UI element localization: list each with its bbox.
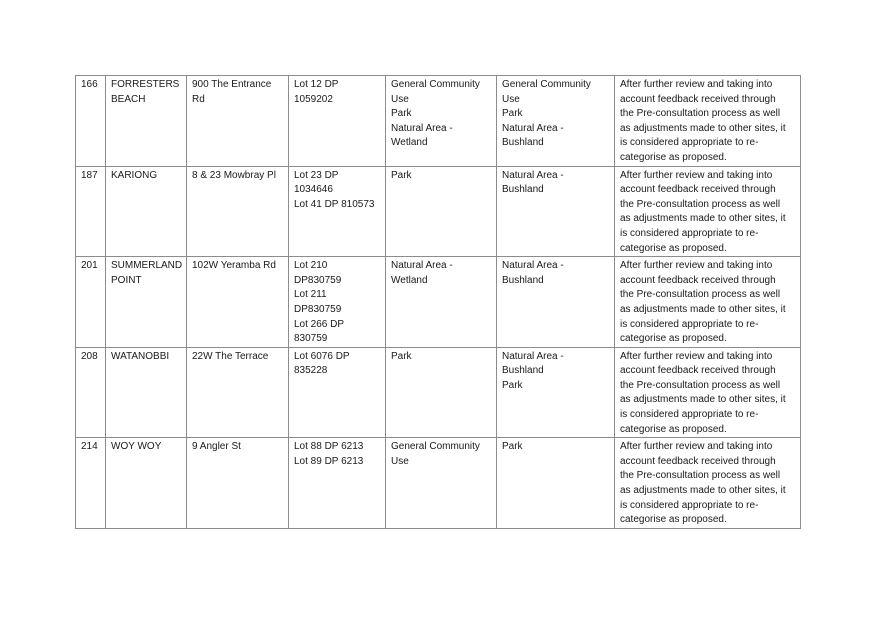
address-line: 102W Yeramba Rd xyxy=(192,260,276,272)
comment-cell xyxy=(615,347,801,438)
address-cell xyxy=(187,166,289,257)
suburb-cell xyxy=(106,347,187,438)
table-row xyxy=(76,438,801,529)
lot-dp-line: 1034646 xyxy=(294,184,333,196)
comment-line: account feedback received through xyxy=(620,274,776,286)
suburb-cell xyxy=(106,438,187,529)
lot-dp-line: Lot 88 DP 6213 xyxy=(294,441,364,453)
comment-line: the Pre-consultation process as well xyxy=(620,108,781,120)
address-line: 22W The Terrace xyxy=(192,350,269,362)
lot-dp-line: DP830759 xyxy=(294,303,342,315)
site-id-text: 201 xyxy=(81,260,98,272)
comment-line: account feedback received through xyxy=(620,184,776,196)
address-line: Rd xyxy=(192,93,205,105)
site-id-text: 208 xyxy=(81,350,98,362)
lot-dp-cell xyxy=(289,347,386,438)
current-category-cell xyxy=(386,76,497,167)
current-category-cell xyxy=(386,438,497,529)
lot-dp-line: 830759 xyxy=(294,333,328,345)
suburb-cell xyxy=(106,257,187,348)
suburb-line: SUMMERLAND xyxy=(111,260,183,272)
comment-line: After further review and taking into xyxy=(620,169,773,181)
table-row xyxy=(76,347,801,438)
lot-dp-line: Lot 23 DP xyxy=(294,169,339,181)
address-line: 900 The Entrance xyxy=(192,79,272,90)
proposed-category-line: Bushland xyxy=(502,184,544,196)
comment-line: categorise as proposed. xyxy=(620,423,727,435)
lot-dp-line: Lot 6076 DP xyxy=(294,350,350,362)
site-id-cell xyxy=(76,438,106,529)
proposed-category-cell xyxy=(497,76,615,167)
current-category-line: Park xyxy=(391,169,412,181)
suburb-line: BEACH xyxy=(111,93,146,105)
proposed-category-line: Use xyxy=(502,93,520,105)
suburb-line: FORRESTERS xyxy=(111,79,180,90)
comment-cell xyxy=(615,257,801,348)
lot-dp-line: Lot 12 DP xyxy=(294,79,339,90)
comment-line: After further review and taking into xyxy=(620,260,773,272)
comment-line: as adjustments made to other sites, it xyxy=(620,213,786,225)
proposed-category-line: Natural Area - xyxy=(502,260,564,272)
proposed-category-line: Natural Area - xyxy=(502,350,564,362)
comment-line: is considered appropriate to re- xyxy=(620,227,759,239)
lot-dp-line: Lot 89 DP 6213 xyxy=(294,455,364,467)
address-cell xyxy=(187,438,289,529)
comment-line: categorise as proposed. xyxy=(620,242,727,254)
address-line: 9 Angler St xyxy=(192,441,241,453)
current-category-line: Use xyxy=(391,93,409,105)
current-category-cell xyxy=(386,257,497,348)
comment-line: is considered appropriate to re- xyxy=(620,318,759,330)
proposed-category-cell xyxy=(497,438,615,529)
lot-dp-line: 1059202 xyxy=(294,93,333,105)
comment-line: account feedback received through xyxy=(620,455,776,467)
lot-dp-cell xyxy=(289,166,386,257)
lot-dp-line: Lot 211 xyxy=(294,289,327,301)
proposed-category-cell xyxy=(497,257,615,348)
site-id-cell xyxy=(76,347,106,438)
lot-dp-line: Lot 41 DP 810573 xyxy=(294,198,375,210)
suburb-line: WOY WOY xyxy=(111,441,162,453)
proposed-category-line: Natural Area - xyxy=(502,122,564,134)
current-category-line: Park xyxy=(391,108,412,120)
table-row xyxy=(76,166,801,257)
address-line: 8 & 23 Mowbray Pl xyxy=(192,169,276,181)
comment-line: the Pre-consultation process as well xyxy=(620,470,781,482)
suburb-cell xyxy=(106,166,187,257)
current-category-line: Wetland xyxy=(391,137,428,149)
site-id-text: 214 xyxy=(81,441,98,453)
comment-line: as adjustments made to other sites, it xyxy=(620,485,786,497)
comment-line: account feedback received through xyxy=(620,365,776,377)
current-category-line: Wetland xyxy=(391,274,428,286)
lot-dp-cell xyxy=(289,257,386,348)
current-category-line: Park xyxy=(391,350,412,362)
proposed-category-line: Park xyxy=(502,441,523,453)
address-cell xyxy=(187,347,289,438)
current-category-line: Use xyxy=(391,455,409,467)
proposed-category-line: Bushland xyxy=(502,137,544,149)
comment-line: categorise as proposed. xyxy=(620,514,727,526)
current-category-line: General Community xyxy=(391,441,480,453)
current-category-cell xyxy=(386,347,497,438)
suburb-line: WATANOBBI xyxy=(111,350,170,362)
current-category-line: Natural Area - xyxy=(391,260,453,272)
recategorisation-table xyxy=(75,75,801,529)
suburb-line: POINT xyxy=(111,274,142,286)
current-category-cell xyxy=(386,166,497,257)
comment-line: categorise as proposed. xyxy=(620,151,727,163)
current-category-line: General Community xyxy=(391,79,480,90)
comment-cell xyxy=(615,166,801,257)
proposed-category-cell xyxy=(497,347,615,438)
proposed-category-line: General Community xyxy=(502,79,591,90)
comment-line: After further review and taking into xyxy=(620,79,773,90)
comment-line: After further review and taking into xyxy=(620,441,773,453)
table-row xyxy=(76,76,801,167)
comment-line: the Pre-consultation process as well xyxy=(620,198,781,210)
comment-line: categorise as proposed. xyxy=(620,333,727,345)
site-id-cell xyxy=(76,257,106,348)
comment-cell xyxy=(615,76,801,167)
comment-cell xyxy=(615,438,801,529)
proposed-category-line: Bushland xyxy=(502,365,544,377)
comment-line: as adjustments made to other sites, it xyxy=(620,303,786,315)
site-id-cell xyxy=(76,166,106,257)
table-row xyxy=(76,257,801,348)
comment-line: as adjustments made to other sites, it xyxy=(620,394,786,406)
comment-line: as adjustments made to other sites, it xyxy=(620,122,786,134)
proposed-category-line: Park xyxy=(502,108,523,120)
lot-dp-line: DP830759 xyxy=(294,274,342,286)
lot-dp-line: Lot 210 xyxy=(294,260,328,272)
table-body xyxy=(76,76,801,529)
proposed-category-line: Natural Area - xyxy=(502,169,564,181)
comment-line: the Pre-consultation process as well xyxy=(620,289,781,301)
address-cell xyxy=(187,76,289,167)
comment-line: is considered appropriate to re- xyxy=(620,499,759,511)
address-cell xyxy=(187,257,289,348)
comment-line: the Pre-consultation process as well xyxy=(620,379,781,391)
site-id-cell xyxy=(76,76,106,167)
proposed-category-line: Bushland xyxy=(502,274,544,286)
suburb-cell xyxy=(106,76,187,167)
lot-dp-cell xyxy=(289,76,386,167)
proposed-category-cell xyxy=(497,166,615,257)
current-category-line: Natural Area - xyxy=(391,122,453,134)
site-id-text: 166 xyxy=(81,79,98,90)
lot-dp-line: Lot 266 DP xyxy=(294,318,345,330)
lot-dp-line: 835228 xyxy=(294,365,328,377)
site-id-text: 187 xyxy=(81,169,98,181)
lot-dp-cell xyxy=(289,438,386,529)
comment-line: is considered appropriate to re- xyxy=(620,409,759,421)
proposed-category-line: Park xyxy=(502,379,523,391)
comment-line: account feedback received through xyxy=(620,93,776,105)
suburb-line: KARIONG xyxy=(111,169,158,181)
comment-line: is considered appropriate to re- xyxy=(620,137,759,149)
comment-line: After further review and taking into xyxy=(620,350,773,362)
